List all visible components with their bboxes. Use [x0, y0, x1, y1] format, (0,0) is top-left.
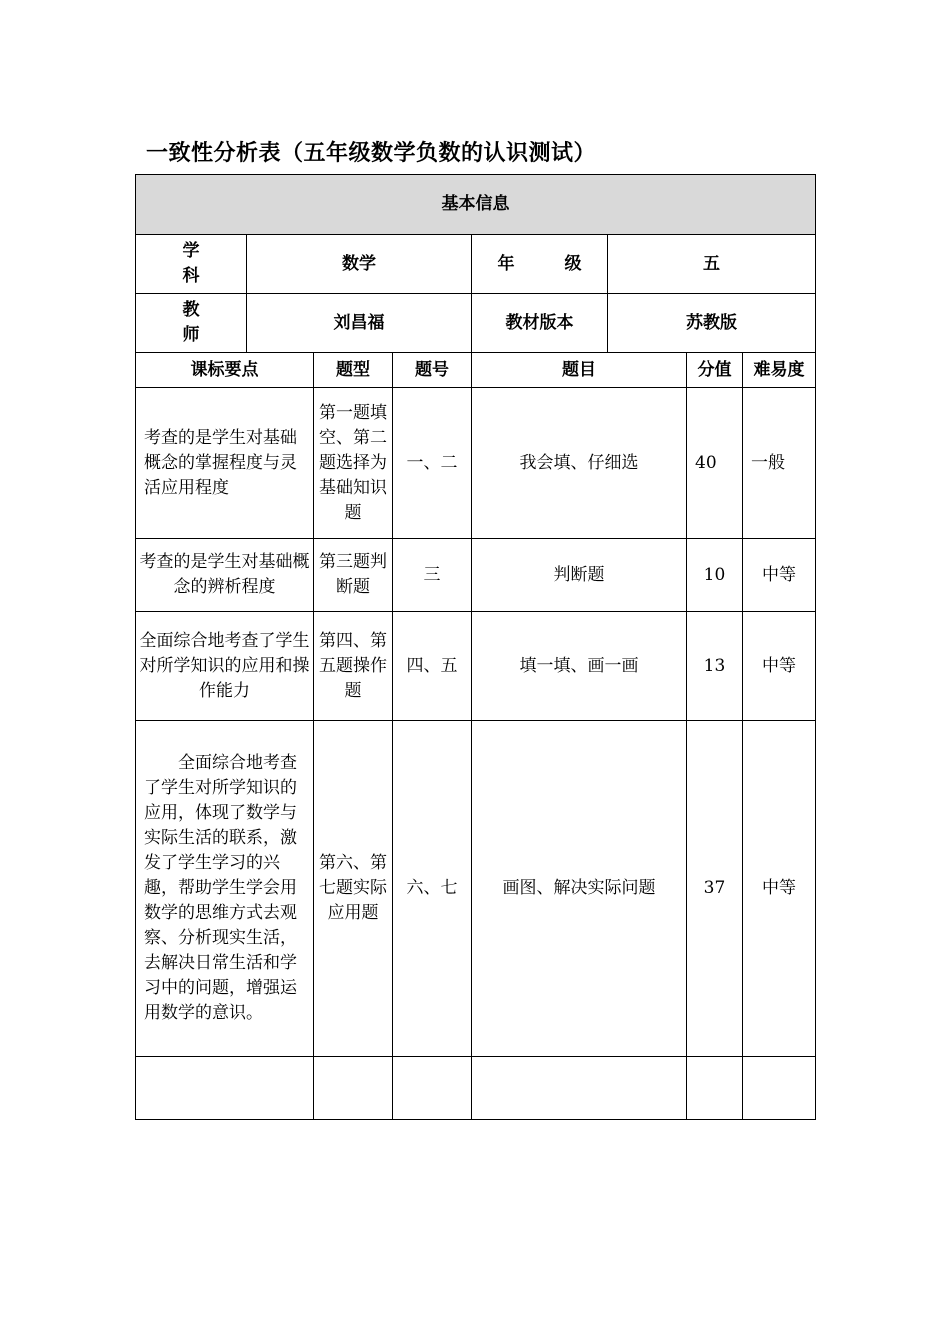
basic-info-header: 基本信息 — [136, 175, 816, 235]
question-type-cell: 第一题填空、第二题选择为基础知识题 — [314, 388, 393, 539]
edition-value: 苏教版 — [608, 294, 816, 353]
edition-label: 教材版本 — [472, 294, 608, 353]
question-no-cell: 六、七 — [393, 721, 472, 1057]
key-points-cell: 全面综合地考查了学生对所学知识的应用和操作能力 — [136, 612, 314, 721]
subject-label: 学 科 — [136, 235, 247, 294]
teacher-label: 教 师 — [136, 294, 247, 353]
score-cell: 40 — [687, 388, 743, 539]
column-header-difficulty: 难易度 — [743, 353, 816, 388]
difficulty-cell: 一般 — [743, 388, 816, 539]
question-no-cell: 四、五 — [393, 612, 472, 721]
question-no-cell: 一、二 — [393, 388, 472, 539]
empty-cell — [393, 1057, 472, 1120]
question-cell: 判断题 — [472, 539, 687, 612]
column-header-question: 题目 — [472, 353, 687, 388]
empty-cell — [743, 1057, 816, 1120]
difficulty-cell: 中等 — [743, 539, 816, 612]
teacher-value: 刘昌福 — [247, 294, 472, 353]
score-cell: 13 — [687, 612, 743, 721]
empty-cell — [136, 1057, 314, 1120]
empty-row — [136, 1057, 816, 1120]
difficulty-cell: 中等 — [743, 612, 816, 721]
question-type-cell: 第三题判断题 — [314, 539, 393, 612]
grade-label: 年 级 — [472, 235, 608, 294]
table-row — [136, 388, 816, 539]
empty-cell — [687, 1057, 743, 1120]
question-cell: 填一填、画一画 — [472, 612, 687, 721]
empty-cell — [314, 1057, 393, 1120]
consistency-analysis-table — [135, 174, 816, 1120]
column-header-question-type: 题型 — [314, 353, 393, 388]
empty-cell — [472, 1057, 687, 1120]
question-type-cell: 第六、第七题实际应用题 — [314, 721, 393, 1057]
score-cell: 10 — [687, 539, 743, 612]
grade-value: 五 — [608, 235, 816, 294]
question-cell: 画图、解决实际问题 — [472, 721, 687, 1057]
key-points-cell: 考查的是学生对基础概念的辨析程度 — [136, 539, 314, 612]
table-row — [136, 721, 816, 1057]
question-cell: 我会填、仔细选 — [472, 388, 687, 539]
key-points-cell: 全面综合地考查了学生对所学知识的应用，体现了数学与实际生活的联系，激发了学生学习的兴趣，帮助学生学会用数学的思维方式去观察、分析现实生活，去解决日常生活和学习中的问题，增强运用数学的意识。 — [136, 721, 314, 1057]
column-header-question-no: 题号 — [393, 353, 472, 388]
subject-value: 数学 — [247, 235, 472, 294]
difficulty-cell: 中等 — [743, 721, 816, 1057]
question-type-cell: 第四、第五题操作题 — [314, 612, 393, 721]
score-cell: 37 — [687, 721, 743, 1057]
question-no-cell: 三 — [393, 539, 472, 612]
table-row — [136, 539, 816, 612]
key-points-cell: 考查的是学生对基础概念的掌握程度与灵活应用程度 — [136, 388, 314, 539]
document-title: 一致性分析表（五年级数学负数的认识测试） — [146, 141, 597, 166]
column-header-key-points: 课标要点 — [136, 353, 314, 388]
column-header-score: 分值 — [687, 353, 743, 388]
table-row — [136, 612, 816, 721]
